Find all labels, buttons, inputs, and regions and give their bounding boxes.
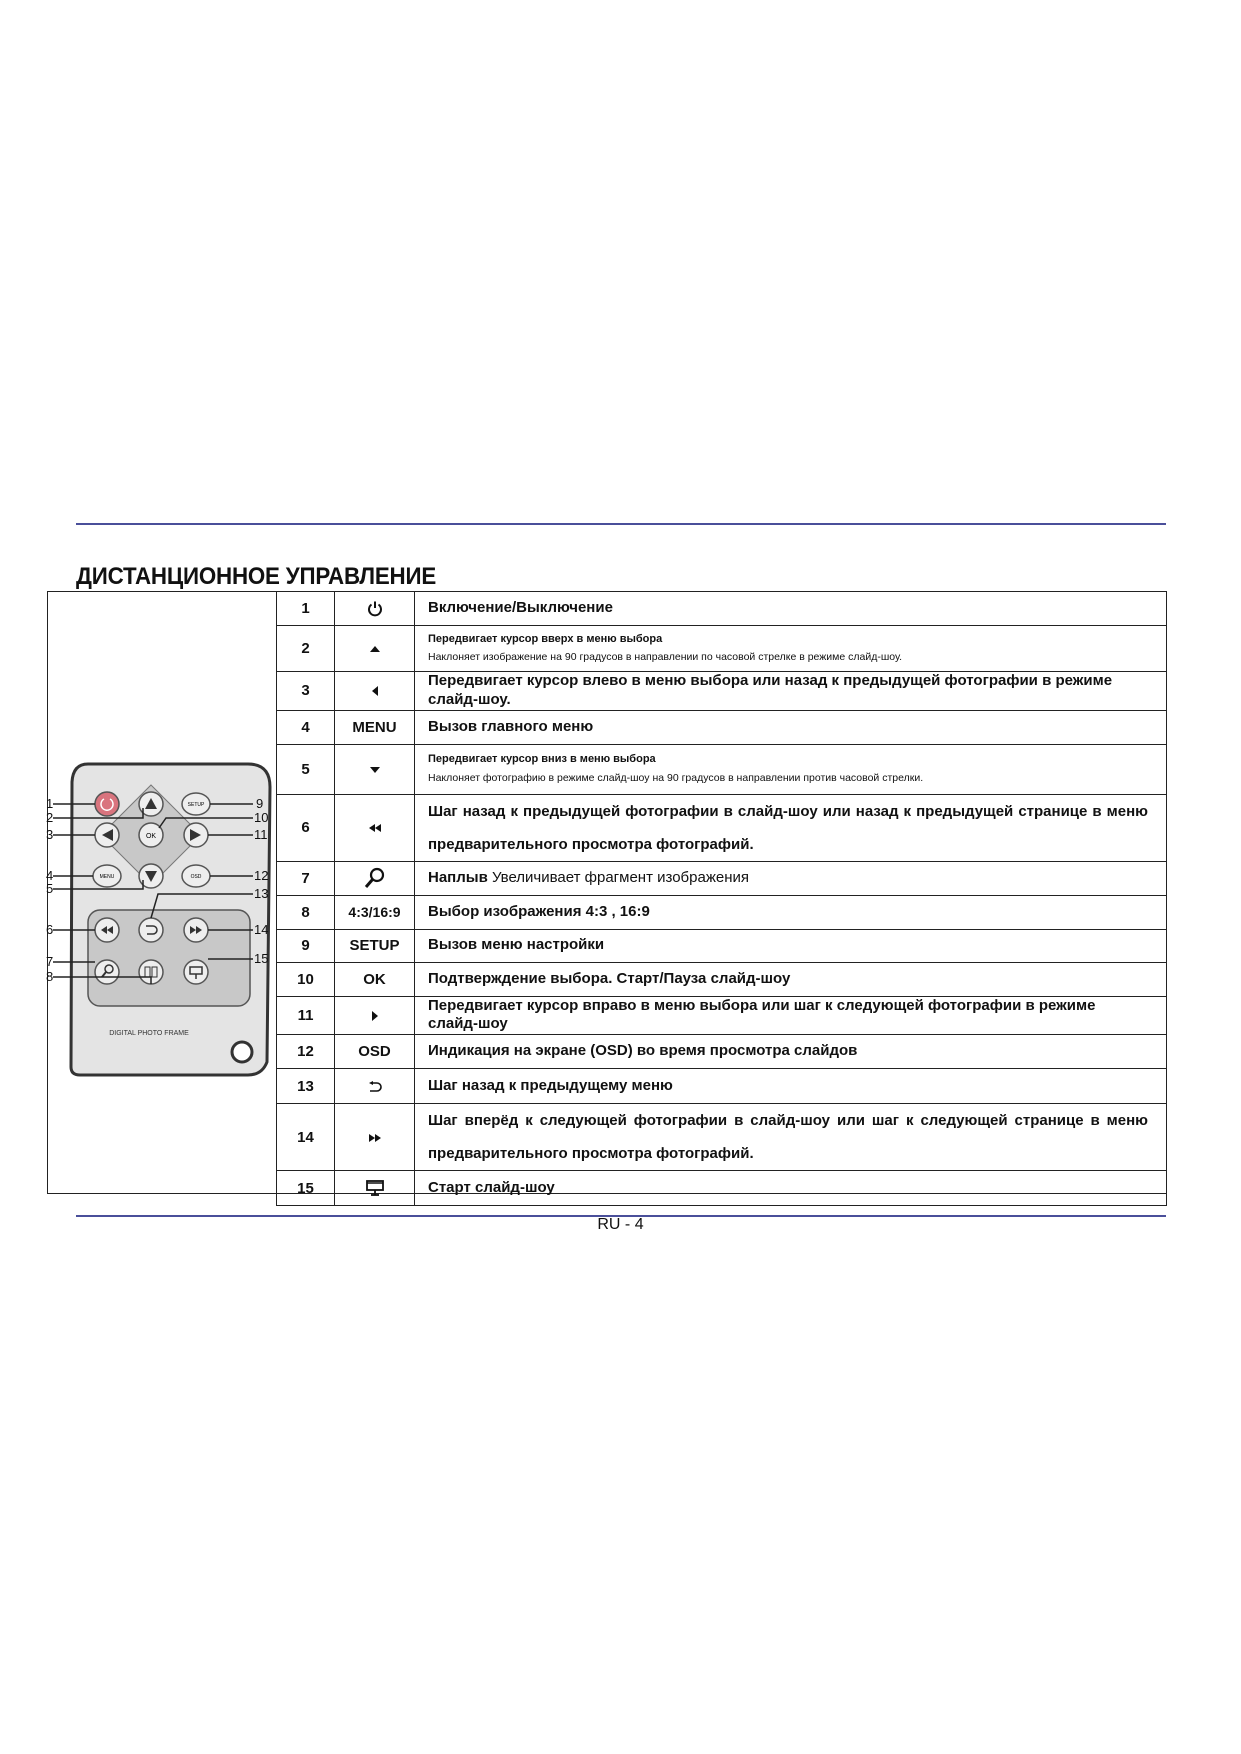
key-symbol <box>335 1171 415 1206</box>
key-description: Передвигает курсор вправо в меню выбора или шаг к следующей фотографии в режиме слайд-шоу <box>415 996 1167 1035</box>
key-description: Подтверждение выбора. Старт/Пауза слайд-шоу <box>415 962 1167 996</box>
table-row <box>277 744 1167 794</box>
ok-button-label: OK <box>145 833 157 840</box>
table-row <box>277 1035 1167 1069</box>
key-symbol: 4:3/16:9 <box>335 895 415 929</box>
return-button-drawing <box>139 918 163 942</box>
table-row <box>277 710 1167 744</box>
svg-text:2: 2 <box>46 810 54 825</box>
key-symbol: MENU <box>335 710 415 744</box>
key-number: 15 <box>277 1171 335 1206</box>
key-description: Шаг вперёд к следующей фотографии в слайд-шоу или шаг к следующей странице в меню предварительного просмотра фотографий. <box>415 1104 1167 1171</box>
key-number: 3 <box>277 672 335 711</box>
table-row <box>277 1171 1167 1206</box>
power-button-drawing <box>95 792 119 816</box>
key-symbol <box>335 1069 415 1104</box>
key-number: 4 <box>277 710 335 744</box>
key-symbol <box>335 794 415 861</box>
key-number: 10 <box>277 962 335 996</box>
key-description: Выбор изображения 4:3 , 16:9 <box>415 895 1167 929</box>
rewind-icon <box>368 823 382 833</box>
key-symbol <box>335 1104 415 1171</box>
key-description: Шаг назад к предыдущей фотографии в слайд-шоу или назад к предыдущей странице в меню предварительного просмотра фотографий. <box>415 794 1167 861</box>
table-row <box>277 626 1167 672</box>
top-rule <box>76 523 1166 525</box>
key-symbol <box>335 626 415 672</box>
slideshow-icon <box>366 1179 384 1197</box>
key-number: 8 <box>277 895 335 929</box>
key-symbol: OK <box>335 962 415 996</box>
key-description-term: Наплыв <box>428 868 488 886</box>
key-description: Шаг назад к предыдущему меню <box>415 1069 1167 1104</box>
key-symbol <box>335 861 415 895</box>
svg-text:7: 7 <box>46 954 54 969</box>
svg-text:5: 5 <box>46 881 54 896</box>
svg-text:15: 15 <box>254 951 269 966</box>
key-number: 14 <box>277 1104 335 1171</box>
key-number: 13 <box>277 1069 335 1104</box>
arrow-up-icon <box>369 645 381 653</box>
fast-forward-icon <box>368 1133 382 1143</box>
svg-text:12: 12 <box>254 868 269 883</box>
key-number: 6 <box>277 794 335 861</box>
table-row <box>277 895 1167 929</box>
arrow-left-icon <box>371 685 379 697</box>
key-symbol <box>335 672 415 711</box>
table-row <box>277 1069 1167 1104</box>
key-number: 12 <box>277 1035 335 1069</box>
svg-text:6: 6 <box>46 922 54 937</box>
key-description-title: Передвигает курсор вниз в меню выбора <box>428 753 656 766</box>
key-number: 7 <box>277 861 335 895</box>
key-number: 2 <box>277 626 335 672</box>
arrow-down-icon <box>369 766 381 774</box>
key-description <box>415 744 1167 794</box>
remote-brand-label: DIGITAL PHOTO FRAME <box>109 1030 189 1037</box>
svg-text:1: 1 <box>46 796 54 811</box>
table-row <box>277 592 1167 626</box>
remote-keys-table <box>276 591 1167 1206</box>
osd-button-label: OSD <box>190 874 202 880</box>
setup-button-label: SETUP <box>187 802 205 808</box>
table-row <box>277 929 1167 962</box>
slideshow-button-drawing <box>184 960 208 984</box>
svg-text:4: 4 <box>46 868 54 883</box>
svg-text:8: 8 <box>46 969 54 984</box>
table-row <box>277 794 1167 861</box>
key-symbol: SETUP <box>335 929 415 962</box>
key-description: Старт слайд-шоу <box>415 1171 1167 1206</box>
key-description-sub: Наклоняет изображение на 90 градусов в направлении по часовой стрелке в режиме слайд-шоу. <box>428 651 903 664</box>
key-description: Передвигает курсор влево в меню выбора или назад к предыдущей фотографии в режиме слайд-шоу. <box>415 672 1167 711</box>
arrow-right-icon <box>371 1010 379 1022</box>
svg-text:11: 11 <box>254 827 268 842</box>
svg-text:3: 3 <box>46 827 54 842</box>
key-symbol: OSD <box>335 1035 415 1069</box>
key-description-title: Передвигает курсор вверх в меню выбора <box>428 632 663 645</box>
menu-button-label: MENU <box>99 874 115 880</box>
table-row <box>277 861 1167 895</box>
key-description: Вызов меню настройки <box>415 929 1167 962</box>
zoom-icon <box>364 867 386 889</box>
remote-illustration <box>48 592 277 1193</box>
return-icon <box>368 1081 382 1093</box>
key-description: Включение/Выключение <box>415 592 1167 626</box>
table-row <box>277 996 1167 1035</box>
key-number: 11 <box>277 996 335 1035</box>
key-symbol <box>335 744 415 794</box>
table-row <box>277 962 1167 996</box>
key-number: 5 <box>277 744 335 794</box>
key-description-text: Увеличивает фрагмент изображения <box>491 868 749 886</box>
key-description <box>415 626 1167 672</box>
key-number: 1 <box>277 592 335 626</box>
page-title: ДИСТАНЦИОННОЕ УПРАВЛЕНИЕ <box>76 563 437 590</box>
key-number: 9 <box>277 929 335 962</box>
power-icon <box>366 600 384 618</box>
remote-control-drawing <box>48 592 277 1193</box>
key-description: Вызов главного меню <box>415 710 1167 744</box>
key-symbol <box>335 592 415 626</box>
remote-control-table-frame <box>46 591 1167 1197</box>
key-description <box>415 861 1167 895</box>
key-symbol <box>335 996 415 1035</box>
table-row <box>277 1104 1167 1171</box>
svg-text:13: 13 <box>254 886 269 901</box>
page-number: RU - 4 <box>597 1216 644 1233</box>
remote-hole <box>232 1042 252 1062</box>
svg-text:9: 9 <box>256 796 264 811</box>
key-description: Индикация на экране (OSD) во время просмотра слайдов <box>415 1035 1167 1069</box>
svg-text:14: 14 <box>254 922 269 937</box>
table-row <box>277 672 1167 711</box>
key-description-sub: Наклоняет фотографию в режиме слайд-шоу на 90 градусов в направлении против часовой стрелки. <box>428 771 924 784</box>
svg-text:10: 10 <box>254 810 269 825</box>
